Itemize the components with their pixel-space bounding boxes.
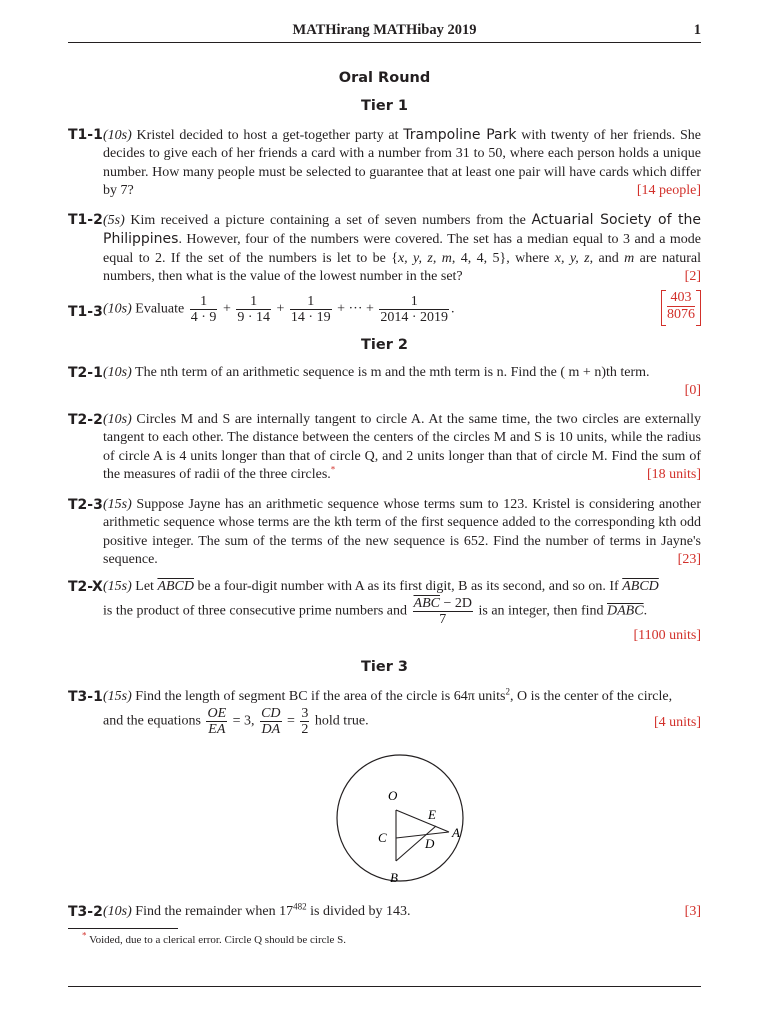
- problem-t2-2: [68, 411, 701, 484]
- problem-text: Find the length of segment BC if the area of the circle is 64π units: [131, 689, 506, 704]
- variable-m: m: [624, 250, 635, 266]
- answer: 403 8076: [661, 288, 701, 328]
- label-a: A: [452, 825, 460, 840]
- fraction: $\frac{\overline{ABC} - 2D}{7}$: [413, 596, 472, 628]
- answer: [18 units]: [646, 466, 701, 482]
- answer: [2]: [684, 268, 701, 284]
- footnote-rule: [68, 928, 178, 929]
- problem-text: with twenty of her friends. She decides to give each of her friends a card with a number from 31 to 50, where each person holds a unique number. How many people must be selected to guarantee that at least one pair will have cards which differ by 7?: [103, 128, 701, 198]
- problem-t1-1: [68, 126, 701, 200]
- time-limit: (10s): [103, 301, 132, 317]
- label-d: D: [425, 836, 435, 851]
- answer: [4 units]: [653, 715, 701, 731]
- fraction: $\frac{OE}{EA}$: [207, 706, 227, 738]
- problem-t3-1: T3-1 (15s) Find the length of segment BC if the area of the circle is 64π units$^2$, O is the center of the circle, and the equations $\frac{OE}{EA}$ = 3, $\frac{CD}{DA}$ = $\frac{3}{2}$ hold true. [4 units]: [68, 686, 701, 738]
- time-limit: (15s): [103, 497, 132, 512]
- footnote: [82, 930, 347, 946]
- set-variables: x, y, z, m: [397, 250, 452, 266]
- superscript: 2: [505, 686, 510, 697]
- answer: [3]: [684, 904, 701, 919]
- problem-label: T1-1: [68, 127, 103, 143]
- problem-text: are natural numbers, then what is the value of the lowest number in the set?: [103, 250, 701, 284]
- organization-name: Actuarial Society of the Philippines: [103, 212, 701, 248]
- overlined-number: DABC: [607, 604, 644, 620]
- problem-text: , 4, 4, 5}, where: [451, 250, 555, 266]
- problem-text: is divided by 143.: [306, 904, 411, 919]
- circle-outline: [337, 755, 463, 881]
- problem-text: is the product of three consecutive prime numbers and: [103, 604, 411, 620]
- problem-text: be a four-digit number with A as its first digit, B as its second, and so on. If: [194, 579, 623, 594]
- time-limit: (10s): [103, 128, 132, 143]
- problem-text: Let: [131, 579, 158, 594]
- fraction: $\frac{3}{2}$: [301, 706, 309, 738]
- label-c: C: [378, 830, 387, 845]
- answer: [0]: [684, 383, 701, 399]
- fraction: $\frac{1}{4 \cdot 9}$: [190, 294, 217, 325]
- fraction: $\frac{CD}{DA}$: [261, 706, 281, 738]
- problem-text: hold true.: [311, 714, 369, 730]
- time-limit: (15s): [103, 579, 132, 594]
- problem-text: The nth term of an arithmetic sequence is m and the mth term is n. Find the ( m + n)th term.: [131, 365, 650, 380]
- answer: [1100 units]: [633, 628, 701, 644]
- tier-2-heading: Tier 2: [361, 337, 408, 353]
- time-limit: (10s): [103, 412, 132, 427]
- round-title: Oral Round: [338, 70, 431, 86]
- page-header: [68, 22, 701, 43]
- problem-label: T3-1: [68, 689, 103, 705]
- problem-label: T2-1: [68, 365, 103, 381]
- time-limit: (10s): [103, 365, 132, 380]
- footnote-text: Voided, due to a clerical error. Circle Q should be circle S.: [89, 934, 347, 946]
- problem-label: T2-2: [68, 412, 103, 428]
- tier-3-heading: Tier 3: [361, 659, 408, 675]
- problem-label: T2-X: [68, 579, 103, 595]
- problem-label: T1-2: [68, 212, 103, 228]
- problem-text: Circles M and S are internally tangent to circle A. At the same time, the two circles are externally tangent to each other. The distance between the centers of the circles M and S is 10 units, while the radius of circle A is 4 units longer than that of circle Q, and 2 units longer than that of circle M. Find the sum of the measures of radii of the three circles.: [103, 412, 701, 482]
- problem-text: is an integer, then find: [478, 604, 607, 620]
- label-e: E: [428, 807, 436, 822]
- problem-label: T3-2: [68, 904, 103, 920]
- footnote-mark: *: [330, 464, 336, 475]
- answer: [14 people]: [636, 182, 701, 198]
- overlined-number: ABCD: [157, 579, 194, 594]
- problem-t2-x: [68, 578, 701, 646]
- fraction: $\frac{1}{14 \cdot 19}$: [290, 294, 331, 325]
- circle-diagram: [330, 748, 470, 890]
- problem-text: Suppose Jayne has an arithmetic sequence whose terms sum to 123. Kristel is considering another arithmetic sequence whose terms are the kth term of the first sequence added to the corresponding kth odd positive integer. The sum of the terms of the new sequence is 652. Find the number of terms in Jayne's sequence.: [103, 497, 701, 567]
- time-limit: (15s): [103, 689, 132, 704]
- venue-name: Trampoline Park: [403, 127, 517, 143]
- problem-text: , O is the center of the circle,: [510, 689, 673, 704]
- footer-rule: [68, 986, 701, 987]
- time-limit: (10s): [103, 904, 132, 919]
- problem-label: T2-3: [68, 497, 103, 513]
- problem-text: . However, four of the numbers were covered. The set has a median equal to 3 and a mode equal to 2. If the set of the numbers is let to be {: [103, 232, 701, 266]
- label-b: B: [390, 870, 398, 885]
- problem-t2-3: [68, 496, 701, 569]
- problem-t3-2: [68, 903, 701, 921]
- problem-text: Evaluate: [131, 301, 188, 317]
- superscript: 482: [293, 901, 307, 912]
- problem-text: , and: [589, 250, 625, 266]
- problem-text: Find the remainder when 17: [131, 904, 294, 919]
- problem-text: and the equations: [103, 714, 205, 730]
- page-number: 1: [693, 22, 701, 38]
- ellipsis: + ··· +: [337, 301, 374, 317]
- answer: [23]: [677, 551, 701, 567]
- problem-text: .: [643, 604, 648, 620]
- label-o: O: [388, 788, 398, 803]
- problem-t2-1: [68, 364, 701, 401]
- header-title: MATHirang MATHibay 2019: [292, 22, 477, 38]
- problem-label: T1-3: [68, 304, 103, 320]
- problem-t1-2: [68, 211, 701, 286]
- time-limit: (5s): [103, 213, 125, 228]
- fraction: $\frac{1}{9 \cdot 14}$: [237, 294, 271, 325]
- tier-1-heading: Tier 1: [361, 98, 408, 114]
- problem-t1-3: T1-3 (10s) Evaluate $\frac{1}{4 \cdot 9}$ + $\frac{1}{9 \cdot 14}$ + $\frac{1}{14 \cdot 19}$ + ··· + $\frac{1}{2014 \cdot 2019}$ . 403 8076: [68, 294, 701, 334]
- overlined-number: ABCD: [622, 579, 659, 594]
- variables: x, y, z: [554, 250, 590, 266]
- problem-text: Kristel decided to host a get-together party at: [131, 128, 404, 143]
- problem-text: Kim received a picture containing a set of seven numbers from the: [124, 213, 532, 228]
- footnote-mark: *: [82, 930, 87, 941]
- fraction: $\frac{1}{2014 \cdot 2019}$: [380, 294, 449, 325]
- segment-oa: [396, 810, 449, 832]
